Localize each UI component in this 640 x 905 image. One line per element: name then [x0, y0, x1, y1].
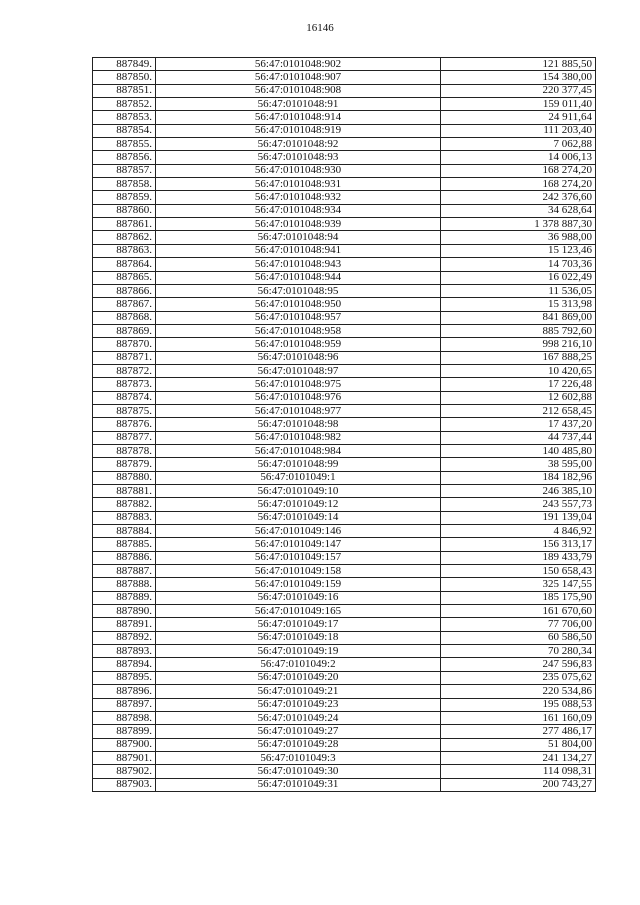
row-number-cell: 887889.: [93, 591, 156, 604]
cadastral-number-cell: 56:47:0101048:958: [156, 324, 441, 337]
row-number-cell: 887887.: [93, 565, 156, 578]
table-row: [93, 218, 596, 231]
value-cell: 15 313,98: [441, 298, 596, 311]
cadastral-number-cell: 56:47:0101048:957: [156, 311, 441, 324]
value-cell: 998 216,10: [441, 338, 596, 351]
cadastral-number-cell: 56:47:0101048:93: [156, 151, 441, 164]
table-row: [93, 618, 596, 631]
cadastral-number-cell: 56:47:0101048:976: [156, 391, 441, 404]
row-number-cell: 887860.: [93, 204, 156, 217]
cadastral-number-cell: 56:47:0101049:3: [156, 751, 441, 764]
cadastral-number-cell: 56:47:0101049:1: [156, 471, 441, 484]
value-cell: 7 062,88: [441, 138, 596, 151]
table-row: [93, 565, 596, 578]
value-cell: 200 743,27: [441, 778, 596, 791]
cadastral-number-cell: 56:47:0101049:147: [156, 538, 441, 551]
cadastral-number-cell: 56:47:0101049:31: [156, 778, 441, 791]
row-number-cell: 887856.: [93, 151, 156, 164]
cadastral-number-cell: 56:47:0101048:930: [156, 164, 441, 177]
row-number-cell: 887877.: [93, 431, 156, 444]
table-row: [93, 711, 596, 724]
row-number-cell: 887855.: [93, 138, 156, 151]
cadastral-number-cell: 56:47:0101049:10: [156, 485, 441, 498]
table-row: [93, 298, 596, 311]
table-row: [93, 311, 596, 324]
table-row: [93, 351, 596, 364]
cadastral-number-cell: 56:47:0101049:165: [156, 605, 441, 618]
row-number-cell: 887871.: [93, 351, 156, 364]
row-number-cell: 887852.: [93, 98, 156, 111]
value-cell: 220 377,45: [441, 84, 596, 97]
row-number-cell: 887879.: [93, 458, 156, 471]
value-cell: 167 888,25: [441, 351, 596, 364]
row-number-cell: 887878.: [93, 444, 156, 457]
table-row: [93, 751, 596, 764]
value-cell: 220 534,86: [441, 685, 596, 698]
cadastral-number-cell: 56:47:0101049:158: [156, 565, 441, 578]
cadastral-number-cell: 56:47:0101048:907: [156, 71, 441, 84]
table-row: [93, 778, 596, 791]
value-cell: 161 670,60: [441, 605, 596, 618]
cadastral-number-cell: 56:47:0101049:21: [156, 685, 441, 698]
table-row: [93, 284, 596, 297]
row-number-cell: 887867.: [93, 298, 156, 311]
cadastral-number-cell: 56:47:0101049:159: [156, 578, 441, 591]
row-number-cell: 887899.: [93, 725, 156, 738]
value-cell: 243 557,73: [441, 498, 596, 511]
table-row: [93, 738, 596, 751]
table-row: [93, 671, 596, 684]
row-number-cell: 887898.: [93, 711, 156, 724]
row-number-cell: 887882.: [93, 498, 156, 511]
cadastral-number-cell: 56:47:0101049:24: [156, 711, 441, 724]
value-cell: 14 006,13: [441, 151, 596, 164]
value-cell: 1 378 887,30: [441, 218, 596, 231]
table-row: [93, 685, 596, 698]
value-cell: 246 385,10: [441, 485, 596, 498]
row-number-cell: 887897.: [93, 698, 156, 711]
row-number-cell: 887853.: [93, 111, 156, 124]
cadastral-number-cell: 56:47:0101049:28: [156, 738, 441, 751]
table-row: [93, 324, 596, 337]
row-number-cell: 887862.: [93, 231, 156, 244]
cadastral-number-cell: 56:47:0101048:919: [156, 124, 441, 137]
row-number-cell: 887850.: [93, 71, 156, 84]
value-cell: 4 846,92: [441, 525, 596, 538]
table-row: [93, 178, 596, 191]
cadastral-number-cell: 56:47:0101048:902: [156, 58, 441, 71]
value-cell: 38 595,00: [441, 458, 596, 471]
cadastral-number-cell: 56:47:0101049:20: [156, 671, 441, 684]
table-row: [93, 58, 596, 71]
row-number-cell: 887858.: [93, 178, 156, 191]
cadastral-number-cell: 56:47:0101048:982: [156, 431, 441, 444]
value-cell: 17 437,20: [441, 418, 596, 431]
table-body: [93, 58, 596, 792]
row-number-cell: 887854.: [93, 124, 156, 137]
row-number-cell: 887866.: [93, 284, 156, 297]
table-row: [93, 658, 596, 671]
value-cell: 16 022,49: [441, 271, 596, 284]
cadastral-number-cell: 56:47:0101048:95: [156, 284, 441, 297]
value-cell: 36 988,00: [441, 231, 596, 244]
row-number-cell: 887865.: [93, 271, 156, 284]
row-number-cell: 887883.: [93, 511, 156, 524]
value-cell: 191 139,04: [441, 511, 596, 524]
row-number-cell: 887851.: [93, 84, 156, 97]
value-cell: 159 011,40: [441, 98, 596, 111]
table-row: [93, 538, 596, 551]
cadastral-number-cell: 56:47:0101048:959: [156, 338, 441, 351]
table-row: [93, 124, 596, 137]
row-number-cell: 887880.: [93, 471, 156, 484]
row-number-cell: 887891.: [93, 618, 156, 631]
cadastral-number-cell: 56:47:0101048:941: [156, 244, 441, 257]
cadastral-number-cell: 56:47:0101048:939: [156, 218, 441, 231]
cadastral-number-cell: 56:47:0101048:975: [156, 378, 441, 391]
table-row: [93, 244, 596, 257]
cadastral-value-table: [92, 57, 596, 792]
value-cell: 24 911,64: [441, 111, 596, 124]
row-number-cell: 887901.: [93, 751, 156, 764]
cadastral-number-cell: 56:47:0101048:984: [156, 444, 441, 457]
row-number-cell: 887890.: [93, 605, 156, 618]
table-row: [93, 111, 596, 124]
cadastral-number-cell: 56:47:0101048:91: [156, 98, 441, 111]
row-number-cell: 887874.: [93, 391, 156, 404]
value-cell: 77 706,00: [441, 618, 596, 631]
value-cell: 44 737,44: [441, 431, 596, 444]
row-number-cell: 887875.: [93, 404, 156, 417]
table-row: [93, 525, 596, 538]
value-cell: 885 792,60: [441, 324, 596, 337]
table-row: [93, 151, 596, 164]
table-row: [93, 378, 596, 391]
cadastral-number-cell: 56:47:0101049:17: [156, 618, 441, 631]
value-cell: 325 147,55: [441, 578, 596, 591]
table-row: [93, 271, 596, 284]
row-number-cell: 887894.: [93, 658, 156, 671]
row-number-cell: 887892.: [93, 631, 156, 644]
table-row: [93, 498, 596, 511]
value-cell: 10 420,65: [441, 364, 596, 377]
value-cell: 168 274,20: [441, 164, 596, 177]
row-number-cell: 887872.: [93, 364, 156, 377]
value-cell: 189 433,79: [441, 551, 596, 564]
cadastral-number-cell: 56:47:0101048:950: [156, 298, 441, 311]
table-row: [93, 431, 596, 444]
table-row: [93, 98, 596, 111]
row-number-cell: 887888.: [93, 578, 156, 591]
cadastral-number-cell: 56:47:0101049:30: [156, 765, 441, 778]
table-row: [93, 725, 596, 738]
value-cell: 140 485,80: [441, 444, 596, 457]
value-cell: 277 486,17: [441, 725, 596, 738]
table-row: [93, 471, 596, 484]
cadastral-number-cell: 56:47:0101048:94: [156, 231, 441, 244]
table-row: [93, 631, 596, 644]
row-number-cell: 887893.: [93, 645, 156, 658]
cadastral-number-cell: 56:47:0101049:19: [156, 645, 441, 658]
cadastral-number-cell: 56:47:0101048:977: [156, 404, 441, 417]
cadastral-number-cell: 56:47:0101048:934: [156, 204, 441, 217]
row-number-cell: 887857.: [93, 164, 156, 177]
table-row: [93, 765, 596, 778]
cadastral-number-cell: 56:47:0101048:931: [156, 178, 441, 191]
table-row: [93, 191, 596, 204]
value-cell: 841 869,00: [441, 311, 596, 324]
value-cell: 121 885,50: [441, 58, 596, 71]
row-number-cell: 887849.: [93, 58, 156, 71]
cadastral-number-cell: 56:47:0101048:97: [156, 364, 441, 377]
table-row: [93, 551, 596, 564]
value-cell: 241 134,27: [441, 751, 596, 764]
table-row: [93, 364, 596, 377]
table-row: [93, 164, 596, 177]
row-number-cell: 887869.: [93, 324, 156, 337]
row-number-cell: 887895.: [93, 671, 156, 684]
value-cell: 34 628,64: [441, 204, 596, 217]
table-row: [93, 71, 596, 84]
page-number: 16146: [306, 22, 334, 34]
value-cell: 60 586,50: [441, 631, 596, 644]
table-row: [93, 84, 596, 97]
value-cell: 51 804,00: [441, 738, 596, 751]
value-cell: 111 203,40: [441, 124, 596, 137]
value-cell: 12 602,88: [441, 391, 596, 404]
table-row: [93, 605, 596, 618]
table-row: [93, 391, 596, 404]
row-number-cell: 887876.: [93, 418, 156, 431]
row-number-cell: 887859.: [93, 191, 156, 204]
cadastral-number-cell: 56:47:0101048:96: [156, 351, 441, 364]
value-cell: 17 226,48: [441, 378, 596, 391]
value-cell: 212 658,45: [441, 404, 596, 417]
row-number-cell: 887902.: [93, 765, 156, 778]
table-row: [93, 591, 596, 604]
cadastral-number-cell: 56:47:0101049:146: [156, 525, 441, 538]
value-cell: 242 376,60: [441, 191, 596, 204]
value-cell: 156 313,17: [441, 538, 596, 551]
cadastral-number-cell: 56:47:0101049:27: [156, 725, 441, 738]
row-number-cell: 887881.: [93, 485, 156, 498]
value-cell: 195 088,53: [441, 698, 596, 711]
row-number-cell: 887896.: [93, 685, 156, 698]
table-row: [93, 231, 596, 244]
cadastral-number-cell: 56:47:0101048:943: [156, 258, 441, 271]
value-cell: 185 175,90: [441, 591, 596, 604]
cadastral-number-cell: 56:47:0101048:932: [156, 191, 441, 204]
row-number-cell: 887884.: [93, 525, 156, 538]
value-cell: 161 160,09: [441, 711, 596, 724]
cadastral-number-cell: 56:47:0101048:944: [156, 271, 441, 284]
cadastral-number-cell: 56:47:0101049:23: [156, 698, 441, 711]
value-cell: 70 280,34: [441, 645, 596, 658]
row-number-cell: 887861.: [93, 218, 156, 231]
table-row: [93, 418, 596, 431]
value-cell: 235 075,62: [441, 671, 596, 684]
table-row: [93, 258, 596, 271]
value-cell: 114 098,31: [441, 765, 596, 778]
value-cell: 15 123,46: [441, 244, 596, 257]
value-cell: 154 380,00: [441, 71, 596, 84]
cadastral-number-cell: 56:47:0101048:98: [156, 418, 441, 431]
value-cell: 184 182,96: [441, 471, 596, 484]
cadastral-number-cell: 56:47:0101048:908: [156, 84, 441, 97]
value-cell: 150 658,43: [441, 565, 596, 578]
row-number-cell: 887863.: [93, 244, 156, 257]
cadastral-number-cell: 56:47:0101048:99: [156, 458, 441, 471]
cadastral-number-cell: 56:47:0101049:12: [156, 498, 441, 511]
table-row: [93, 404, 596, 417]
row-number-cell: 887885.: [93, 538, 156, 551]
table-row: [93, 578, 596, 591]
cadastral-number-cell: 56:47:0101049:14: [156, 511, 441, 524]
table-row: [93, 698, 596, 711]
value-cell: 247 596,83: [441, 658, 596, 671]
table-row: [93, 458, 596, 471]
value-cell: 11 536,05: [441, 284, 596, 297]
row-number-cell: 887903.: [93, 778, 156, 791]
row-number-cell: 887886.: [93, 551, 156, 564]
cadastral-number-cell: 56:47:0101049:16: [156, 591, 441, 604]
cadastral-number-cell: 56:47:0101048:914: [156, 111, 441, 124]
table-row: [93, 338, 596, 351]
table-row: [93, 444, 596, 457]
value-cell: 14 703,36: [441, 258, 596, 271]
row-number-cell: 887868.: [93, 311, 156, 324]
table-row: [93, 138, 596, 151]
cadastral-number-cell: 56:47:0101049:157: [156, 551, 441, 564]
cadastral-number-cell: 56:47:0101049:2: [156, 658, 441, 671]
cadastral-number-cell: 56:47:0101048:92: [156, 138, 441, 151]
row-number-cell: 887900.: [93, 738, 156, 751]
row-number-cell: 887873.: [93, 378, 156, 391]
table-row: [93, 645, 596, 658]
row-number-cell: 887870.: [93, 338, 156, 351]
table-row: [93, 511, 596, 524]
table-row: [93, 485, 596, 498]
cadastral-number-cell: 56:47:0101049:18: [156, 631, 441, 644]
value-cell: 168 274,20: [441, 178, 596, 191]
table-row: [93, 204, 596, 217]
row-number-cell: 887864.: [93, 258, 156, 271]
